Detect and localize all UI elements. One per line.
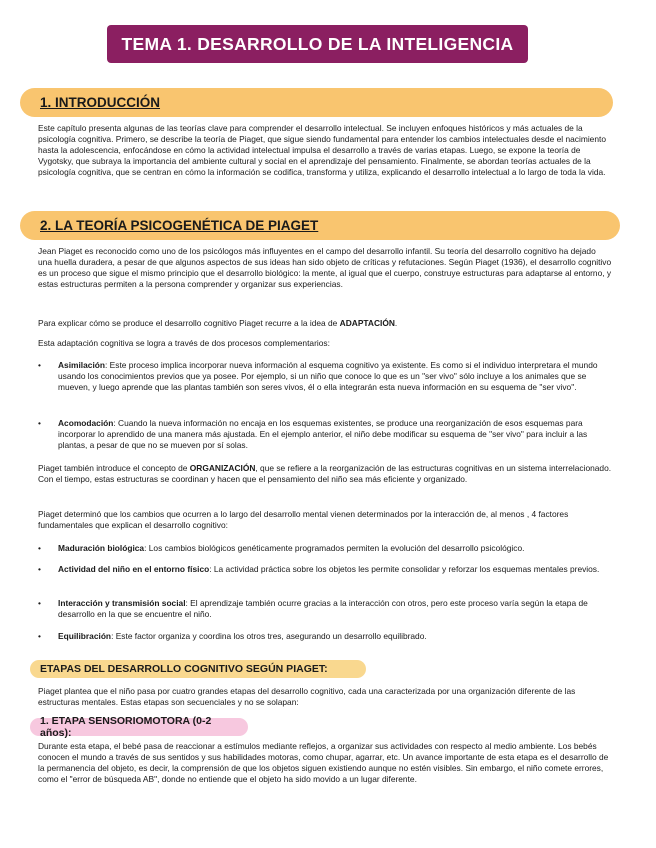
bullet-icon: • xyxy=(38,360,41,370)
piaget-paragraph-1: Jean Piaget es reconocido como uno de los psicólogos más influyentes en el campo del desarrollo infantil. Su teoría del desarrollo cognitivo ha dejado una huella duradera, a pesar de que algunos aspectos de sus ideas han sido objeto de críticas y refutaciones. Según Piaget (1936), el desarrollo cognitivo es un proceso que sigue el mismo principio que el desarrollo biológico: la mente, al igual que el cuerpo, construye estructuras para adaptarse al entorno, y estas estructuras permiten a la persona comprender y organizar sus experiencias. xyxy=(38,246,612,289)
piaget-paragraph-procesos: Esta adaptación cognitiva se logra a través de dos procesos complementarios: xyxy=(38,338,330,348)
bullet-icon: • xyxy=(38,543,41,553)
section-heading-introduccion xyxy=(20,88,613,117)
section-heading-text: 1. INTRODUCCIÓN xyxy=(40,95,161,110)
bullet-icon: • xyxy=(38,564,41,574)
section-heading-text: 2. LA TEORÍA PSICOGENÉTICA DE PIAGET xyxy=(40,218,319,233)
intro-paragraph: Este capítulo presenta algunas de las teorías clave para comprender el desarrollo intelectual. Se incluyen enfoques históricos y más actuales de la psicología cognitiva. Primero, se describe la teoría de Piaget, que sigue siendo fundamental para entender los cambios intelectuales desde el nacimiento hasta la adolescencia, enfocándose en cómo la actividad intelectual impulsa el desarrollo a través de varias etapas. Luego, se expone la teoría de Vygotsky, que subraya la importancia del ambiente cultural y social en el aprendizaje del pensamiento. Finalmente, se abordan teorías actuales de la psicología cognitiva, que se centran en cómo la información se codifica, transforma y utiliza, explicando el desarrollo intelectual a lo largo de toda la vida. xyxy=(38,123,606,177)
piaget-paragraph-factores: Piaget determinó que los cambios que ocurren a lo largo del desarrollo mental vienen determinados por la interacción de, al menos , 4 factores fundamentales que explican el desarrollo cognitivo: xyxy=(38,509,569,530)
stages-intro-paragraph: Piaget plantea que el niño pasa por cuatro grandes etapas del desarrollo cognitivo, cada una caracterizada por una organización diferente de las estructuras mentales. Estas etapas son secuenciales y no se solapan: xyxy=(38,686,576,707)
bullet-icon: • xyxy=(38,631,41,641)
bullet-icon: • xyxy=(38,418,41,428)
stage-1-paragraph: Durante esta etapa, el bebé pasa de reaccionar a estímulos mediante reflejos, a organizar sus actividades con respecto al medio ambiente. Los bebés conocen el mundo a través de sus sentidos y sus habilidades motoras, como chupar, agarrar, etc. Un avance importante de esta etapa es el desarrollo de la permanencia del objeto, es decir, la comprensión de que los objetos siguen existiendo aunque no estén visibles. Sin embargo, el niño comete errores, como el "error de búsqueda AB", donde no entiende que el objeto ha sido movido a un lugar diferente. xyxy=(38,741,609,784)
stage-1-heading: 1. ETAPA SENSORIOMOTORA (0-2 años): xyxy=(30,718,248,736)
section-heading-piaget xyxy=(20,211,620,240)
stages-heading: ETAPAS DEL DESARROLLO COGNITIVO SEGÚN PIAGET: xyxy=(30,660,366,678)
page-title: TEMA 1. DESARROLLO DE LA INTELIGENCIA xyxy=(107,25,528,63)
bullet-icon: • xyxy=(38,598,41,608)
piaget-paragraph-organizacion: Piaget también introduce el concepto de ORGANIZACIÓN, que se refiere a la reorganización de las estructuras cognitivas en un sistema interrelacionado. Con el tiempo, estas estructuras se coordinan y hacen que el pensamiento del niño sea más eficiente y organizado. xyxy=(38,463,612,484)
piaget-paragraph-adaptacion: Para explicar cómo se produce el desarrollo cognitivo Piaget recurre a la idea de ADAPTACIÓN. xyxy=(38,318,398,328)
